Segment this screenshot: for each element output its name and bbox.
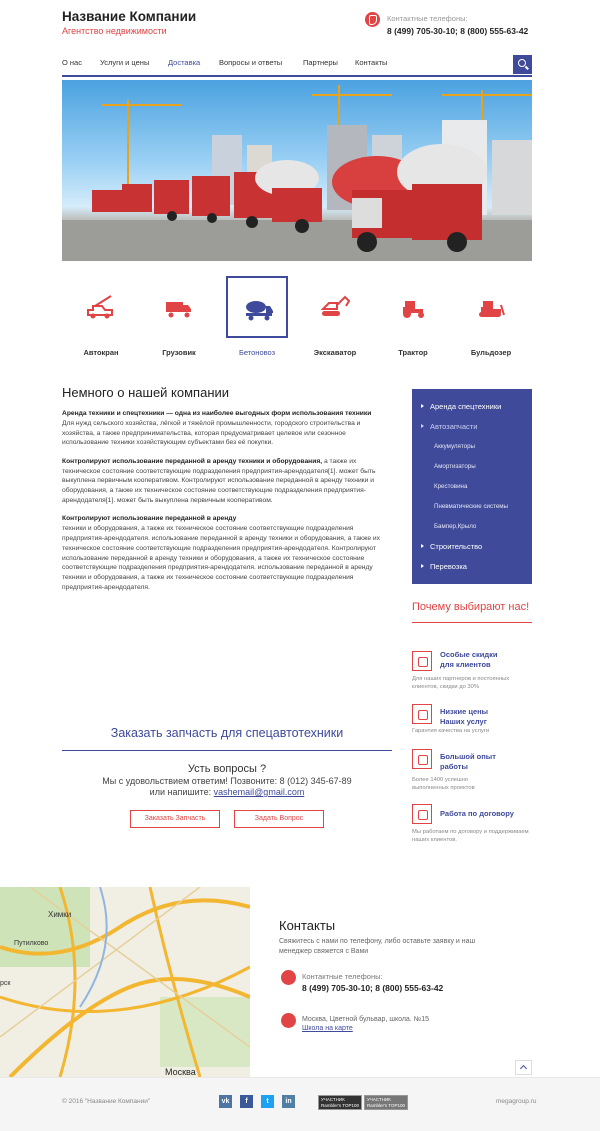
- order-part-button[interactable]: Заказать Запчасть: [130, 810, 220, 828]
- twitter-icon[interactable]: t: [261, 1095, 274, 1108]
- nav-item-contacts[interactable]: Контакты: [355, 58, 388, 67]
- about-p1-bold: Аренда техники и спецтехники — одна из наиболее выгодных форм использования техники: [62, 410, 372, 417]
- about-text: [62, 409, 387, 601]
- category-truck-crane[interactable]: [70, 276, 132, 338]
- category-concrete-mixer[interactable]: [226, 276, 288, 338]
- phone-label: Контактные телефоны:: [387, 14, 468, 23]
- category-label[interactable]: Грузовик: [162, 348, 196, 357]
- questions-title: Усть вопросы ?: [187, 763, 267, 775]
- sidebar-item-transport[interactable]: Перевозка: [412, 562, 532, 571]
- feature-title: Работа по договору: [440, 809, 514, 818]
- category-bulldozer[interactable]: [460, 276, 522, 338]
- ask-question-button[interactable]: Задать Вопрос: [234, 810, 324, 828]
- location-icon: [281, 1013, 296, 1028]
- tractor-icon: [397, 291, 429, 323]
- search-button[interactable]: [513, 55, 532, 74]
- category-label[interactable]: Автокран: [83, 348, 119, 357]
- feature-title: Особые скидки для клиентов: [440, 650, 498, 669]
- sidebar-sub-shocks[interactable]: Амортизаторы: [434, 463, 476, 470]
- concrete-mixer-icon: [243, 293, 275, 325]
- category-tractor[interactable]: [382, 276, 444, 338]
- about-p2-text: а также их техническое состояние соответствующие подразделения предприятия-арендодателя[1]. может быть выкуплена первичным кооперативом. Контролируют использование переданной в аренду техники и оборудования, а также их техническое состояние соответствующие подразделения предприятия-арендодателя[1]. может быть выкуплена первичным кооперативом.: [62, 457, 376, 504]
- why-us-title: Почему выбирают нас!: [412, 600, 532, 623]
- feature-title: Большой опыт работы: [440, 752, 496, 771]
- order-title: Заказать запчасть для спецавтотехники: [62, 726, 392, 751]
- main-nav: [62, 55, 532, 77]
- hero-banner: [62, 80, 532, 261]
- contacts-title: Контакты: [279, 918, 336, 933]
- sidebar-item-autoparts[interactable]: Автозапчасти: [412, 422, 532, 431]
- header-phones: 8 (499) 705-30-10; 8 (800) 555-63-42: [387, 26, 529, 36]
- experience-icon: [412, 749, 432, 769]
- sidebar-sub-bumper[interactable]: Бампер,Крыло: [434, 523, 477, 530]
- map-image: [0, 887, 250, 1077]
- nav-item-faq[interactable]: Вопросы и ответы: [219, 58, 283, 67]
- contacts-phones: 8 (499) 705-30-10; 8 (800) 555-63-42: [302, 983, 444, 993]
- email-link[interactable]: vashemail@gmail.com: [213, 787, 305, 797]
- price-icon: [412, 704, 432, 724]
- nav-item-partners[interactable]: Партнеры: [303, 58, 338, 67]
- nav-item-delivery[interactable]: Доставка: [168, 58, 201, 67]
- contacts-subtitle: Свяжитесь с нами по телефону, либо оставьте заявку и наш менеджер свяжется с Вами: [279, 938, 476, 955]
- hero-image: [62, 80, 532, 261]
- phone-icon: [281, 970, 296, 985]
- sidebar-sub-batteries[interactable]: Аккумуляторы: [434, 443, 475, 450]
- company-name[interactable]: Название Компании: [62, 9, 197, 24]
- about-p3-text: техники и оборудования, а также их техническое состояние соответствующие подразделения предприятия-арендодателя. использование переданной в аренду техники и оборудования, а также их техническое состояние соответствующие подразделения предприятия-арендодателя. Контролируют использование переданной в аренду техники и оборудования, а также их техническое состояние соответствующие подразделения предприятия-арендодателя. использование переданной в аренду техники и оборудования, а также их техническое состояние соответствующие подразделения предприятия-арендодателя.: [62, 525, 380, 591]
- map-label-moscow: Москва: [165, 1067, 196, 1077]
- company-tagline: Агентство недвижимости: [62, 26, 167, 36]
- discount-icon: [412, 651, 432, 671]
- scroll-top-button[interactable]: [515, 1060, 532, 1075]
- about-p3-bold: Контролируют использование переданной в аренду: [62, 515, 237, 523]
- about-p2-bold: Контролируют использование переданной в аренду техники и оборудования,: [62, 457, 323, 465]
- contacts-address: Москва, Цветной бульвар, школа. №15: [302, 1016, 429, 1023]
- map-label-rsk: рск: [0, 980, 11, 987]
- contract-icon: [412, 804, 432, 824]
- facebook-icon[interactable]: f: [240, 1095, 253, 1108]
- category-label[interactable]: Бульдозер: [470, 348, 512, 357]
- feature-title: Низкие цены Наших услуг: [440, 707, 489, 726]
- nav-item-services[interactable]: Услуги и цены: [100, 58, 150, 67]
- rambler-top100-badge[interactable]: УЧАСТНИК Rambler's TOP100: [318, 1095, 362, 1110]
- phone-icon: [365, 12, 380, 27]
- sidebar-item-rental[interactable]: Аренда спецтехники: [412, 402, 532, 411]
- map[interactable]: [0, 887, 250, 1077]
- questions-phone-line: Мы с удовольствием ответим! Позвоните: 8 (012) 345-67-89: [102, 776, 352, 786]
- questions-email-line: [62, 787, 392, 797]
- truck-crane-icon: [85, 291, 117, 323]
- map-label-khimki: Химки: [48, 910, 72, 919]
- feature-desc: Для наших партнеров и постоянных клиентов, скидки до 30%: [412, 676, 510, 690]
- dump-truck-icon: [163, 291, 195, 323]
- rambler-top100-badge[interactable]: УЧАСТНИК Rambler's TOP100: [364, 1095, 408, 1110]
- feature-desc: Более 1400 успешно выполненных проектов: [412, 777, 475, 791]
- category-label[interactable]: Бетоновоз: [238, 348, 276, 357]
- sidebar-sub-pneumatic[interactable]: Пневматические системы: [434, 503, 509, 510]
- contacts-phone-label: Контактные телефоны:: [302, 972, 383, 981]
- instagram-icon[interactable]: in: [282, 1095, 295, 1108]
- sidebar-item-construction[interactable]: Строительство: [412, 542, 532, 551]
- excavator-icon: [319, 291, 351, 323]
- category-label[interactable]: Экскаватор: [313, 348, 357, 357]
- developer-link[interactable]: megagroup.ru: [496, 1098, 537, 1105]
- about-title: Немного о нашей компании: [62, 385, 230, 400]
- nav-item-about[interactable]: О нас: [62, 58, 82, 67]
- feature-desc: Гарантия качества на услуги: [412, 728, 490, 734]
- feature-desc: Мы работаем по договору и поддерживаем наших клиентов.: [412, 829, 529, 843]
- email-prefix: или напишите:: [149, 787, 212, 797]
- about-p1-text: Для нужд сельского хозяйства, лёгкой и тяжёлой промышленности, городского строительства и хозяйства, а также предпринимательства, которая предусматривает целевое или сезонное использование техники хозяйствующим субъектами без её покупки.: [62, 419, 361, 447]
- map-link[interactable]: Школа на карте: [302, 1025, 353, 1032]
- category-dump-truck[interactable]: [148, 276, 210, 338]
- copyright: © 2016 "Название Компании": [62, 1098, 151, 1105]
- vk-icon[interactable]: vk: [219, 1095, 232, 1108]
- bulldozer-icon: [475, 291, 507, 323]
- category-label[interactable]: Трактор: [398, 348, 428, 357]
- map-label-putilkovo: Путилково: [14, 940, 49, 947]
- category-excavator[interactable]: [304, 276, 366, 338]
- sidebar-menu: [412, 389, 532, 584]
- sidebar-sub-crosspiece[interactable]: Крестовина: [434, 483, 468, 490]
